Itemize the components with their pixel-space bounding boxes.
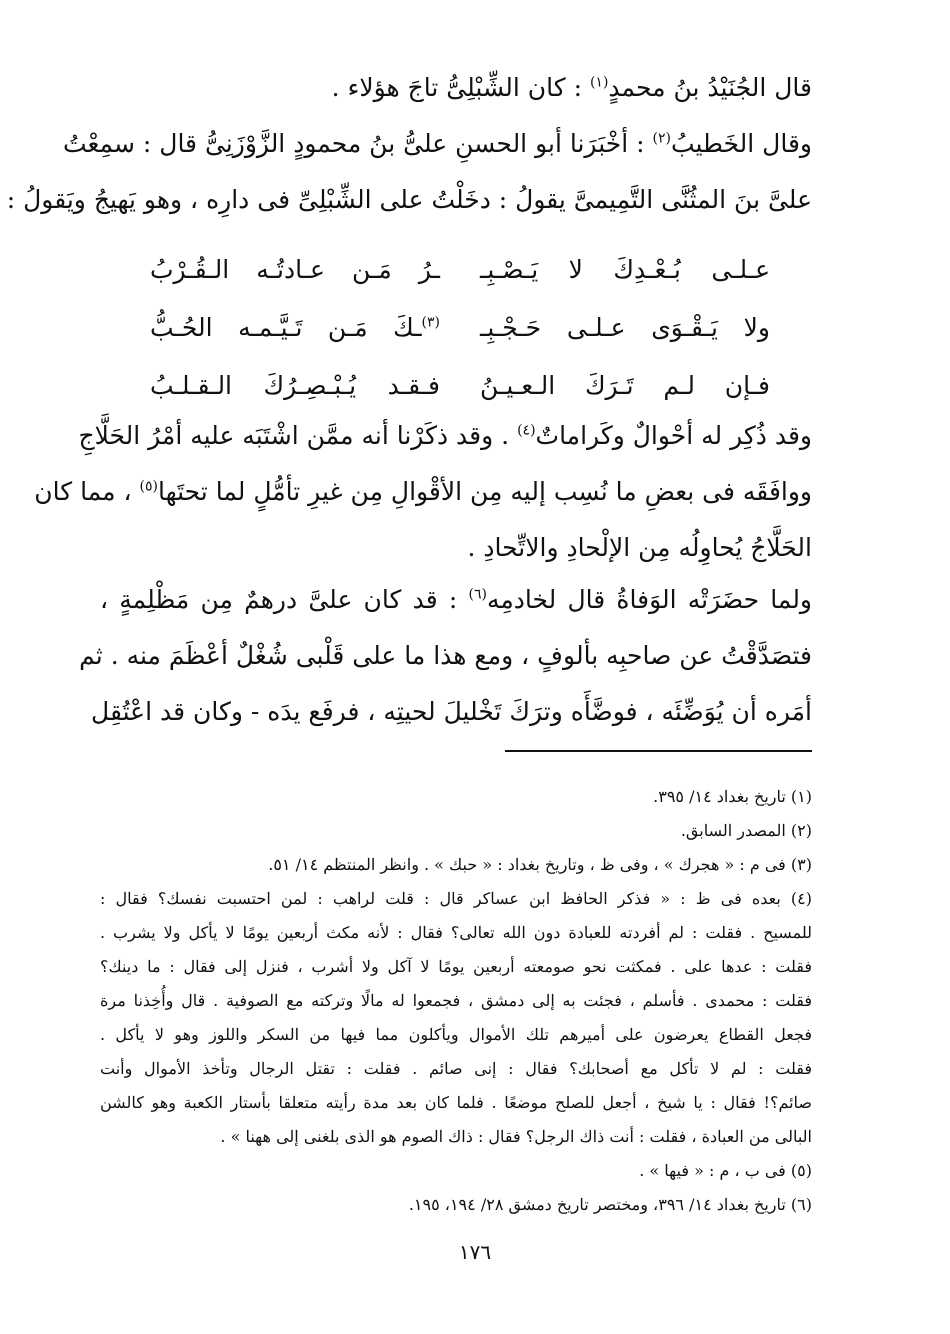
footnote-line: فقلت : لم لا تأكل مع أصحابك؟ فقال : إنى صائم . فقلت : تقتل الرجال وتأخذ الأموال وأنت (100, 1059, 812, 1078)
text-line (79, 628, 812, 684)
footnote-marker[interactable]: (١) (589, 74, 609, 91)
footnote-line: (٤) بعده فى ظ : « فذكر الحافظ ابن عساكر قال : قلت لراهب : لمن احتسبت نفسك؟ فقال : (100, 889, 812, 908)
line-text: الحَلَّاجُ يُحاوِلُه مِن الإلْحادِ والاتِّحادِ . (467, 533, 812, 562)
text-line (100, 572, 812, 628)
paragraph-karamat (34, 408, 812, 576)
text-line (100, 520, 812, 576)
line-text: ولما حضَرَتْه الوَفاةُ قال لخادمِه (487, 585, 813, 614)
verse-second-text: ـكَ مَـن تَـيَّـمـه الحُـبُّ (150, 312, 422, 342)
footnote-marker[interactable]: (٥) (139, 478, 158, 495)
line-text: علىَّ بنَ المثُنَّى التَّمِيمىَّ يقولُ : دخَلْتُ على الشِّبْلِىِّ فى دارِه ، وهو يَهيجُ ويَقولُ : (6, 185, 812, 214)
footnote-line: فجعل القطاع يعرضون على أميرهم تلك الأموال ويأكلون مما فيها من السكر واللوز وهو لا يأكل . (100, 1025, 812, 1044)
footnote-line: البالى من العبادة ، فقلت : أنت ذاك الرجل؟ فقال : ذاك الصوم هو الذى بلغنى إلى ههنا » . (220, 1127, 812, 1146)
text-line (34, 464, 812, 520)
verse-line (150, 240, 770, 298)
footnote-marker[interactable]: (٤) (517, 422, 536, 439)
footnote-line: للمسيح . فقلت : لم أفردته للعبادة دون الله تعالى؟ فقال : لأنه مكث أربعين يومًا لا يأكل ولا يشرب . (100, 923, 812, 942)
verse-first-hemistich: ولا يَـقْـوَى عـلـى حَـجْـبِـ (480, 312, 770, 342)
line-text-continued: : أخْبَرَنا أبو الحسنِ علىُّ بنُ محمودٍ الزَّوْزَنِىُّ قال : سمِعْتُ (62, 129, 653, 158)
footnotes (100, 780, 812, 1222)
footnote-line: فقلت : محمدى . فأسلم ، فجئت به إلى دمشق ، فجمعوا له مالًا وتركته مع الصوفية . قال وأُخِذنا مرة (100, 991, 812, 1010)
verse-line (150, 356, 770, 414)
verse-second-text: ـرُ مَـن عـادتُـه الـقُـرْبُ (150, 254, 440, 284)
verse-first-hemistich: فـإن لـم تَـرَكَ الـعـيـنُ (480, 370, 770, 400)
footnote-line: (١) تاريخ بغداد ١٤/ ٣٩٥. (653, 787, 812, 806)
footnote-marker[interactable]: (٦) (468, 586, 487, 603)
line-text: ووافَقَه فى بعضِ ما نُسِب إليه مِن الأقْوالِ مِن غيرِ تأمُّلٍ لما تحتَها (157, 477, 812, 506)
line-text: أمَره أن يُوَضِّئَه ، فوضَّأَه وترَكَ تَخْليلَ لحيتِه ، فرفَع يدَه - وكان قد اعْتُقِل (91, 697, 812, 726)
line-text: وقال الخَطيبُ (670, 129, 812, 158)
opening-paragraph (6, 60, 812, 228)
line-text: فتصَدَّقْتُ عن صاحبِه بألوفٍ ، ومع هذا ما على قَلْبى شُغْلٌ أعْظَمَ منه . ثم (79, 641, 812, 670)
page-number: ١٧٦ (458, 1240, 492, 1264)
line-text: وقد ذُكِر له أحْوالٌ وكَراماتٌ (535, 421, 812, 450)
line-text-continued: : كان الشِّبْلِىُّ تاجَ هؤلاء . (331, 73, 590, 102)
verse-second-hemistich (150, 255, 440, 284)
footnote-line: (٥) فى ب ، م : « فيها » . (639, 1161, 812, 1180)
verse-second-hemistich (150, 313, 440, 342)
line-text-continued: ، مما كان (34, 477, 140, 506)
text-line (78, 408, 812, 464)
line-text-continued: : قد كان علىَّ درهمٌ مِن مَظْلِمةٍ ، (100, 585, 469, 614)
verse-line (150, 298, 770, 356)
text-line (91, 684, 812, 740)
verse-second-text: فـقـد يُـبْـصِـرُكَ الـقـلـبُ (150, 370, 440, 400)
text-line (62, 116, 812, 172)
footnote-line: صائم؟! فقال : يا شيخ ، أجعل للصلح موضعًا . فلما كان بعد مدة رأيته متعلقا بأستار الكعبة وهو كالشن (100, 1093, 812, 1112)
text-line (6, 172, 812, 228)
paragraph-death (79, 572, 813, 740)
line-text: قال الجُنَيْدُ بنُ محمدٍ (608, 73, 812, 102)
footnote-line: (٣) فى م : « هجرك » ، وفى ظ ، وتاريخ بغداد : « حبك » . وانظر المنتظم ١٤/ ٥١. (268, 855, 812, 874)
footnote-marker[interactable]: (٣) (421, 314, 440, 331)
footnote-line: فقلت : عدها على . فمكثت نحو صومعته أربعين يومًا لا آكل ولا أشرب ، فنزل إلى فقال : ما دينك؟ (100, 957, 812, 976)
verse-second-hemistich (150, 371, 440, 400)
footnote-separator (505, 750, 812, 752)
footnote-line: (٦) تاريخ بغداد ١٤/ ٣٩٦، ومختصر تاريخ دمشق ٢٨/ ١٩٤، ١٩٥. (408, 1195, 812, 1214)
footnote-marker[interactable]: (٢) (652, 130, 671, 147)
line-text-continued: . وقد ذكَرْنا أنه ممَّن اشْتَبَه عليه أمْرُ الحَلَّاجِ (78, 421, 518, 450)
text-line (100, 60, 812, 116)
footnote-line: (٢) المصدر السابق. (680, 821, 812, 840)
poem-verses (150, 240, 770, 414)
verse-first-hemistich: عـلـى بُـعْـدِكَ لا يَـصْـبِـ (480, 254, 770, 284)
